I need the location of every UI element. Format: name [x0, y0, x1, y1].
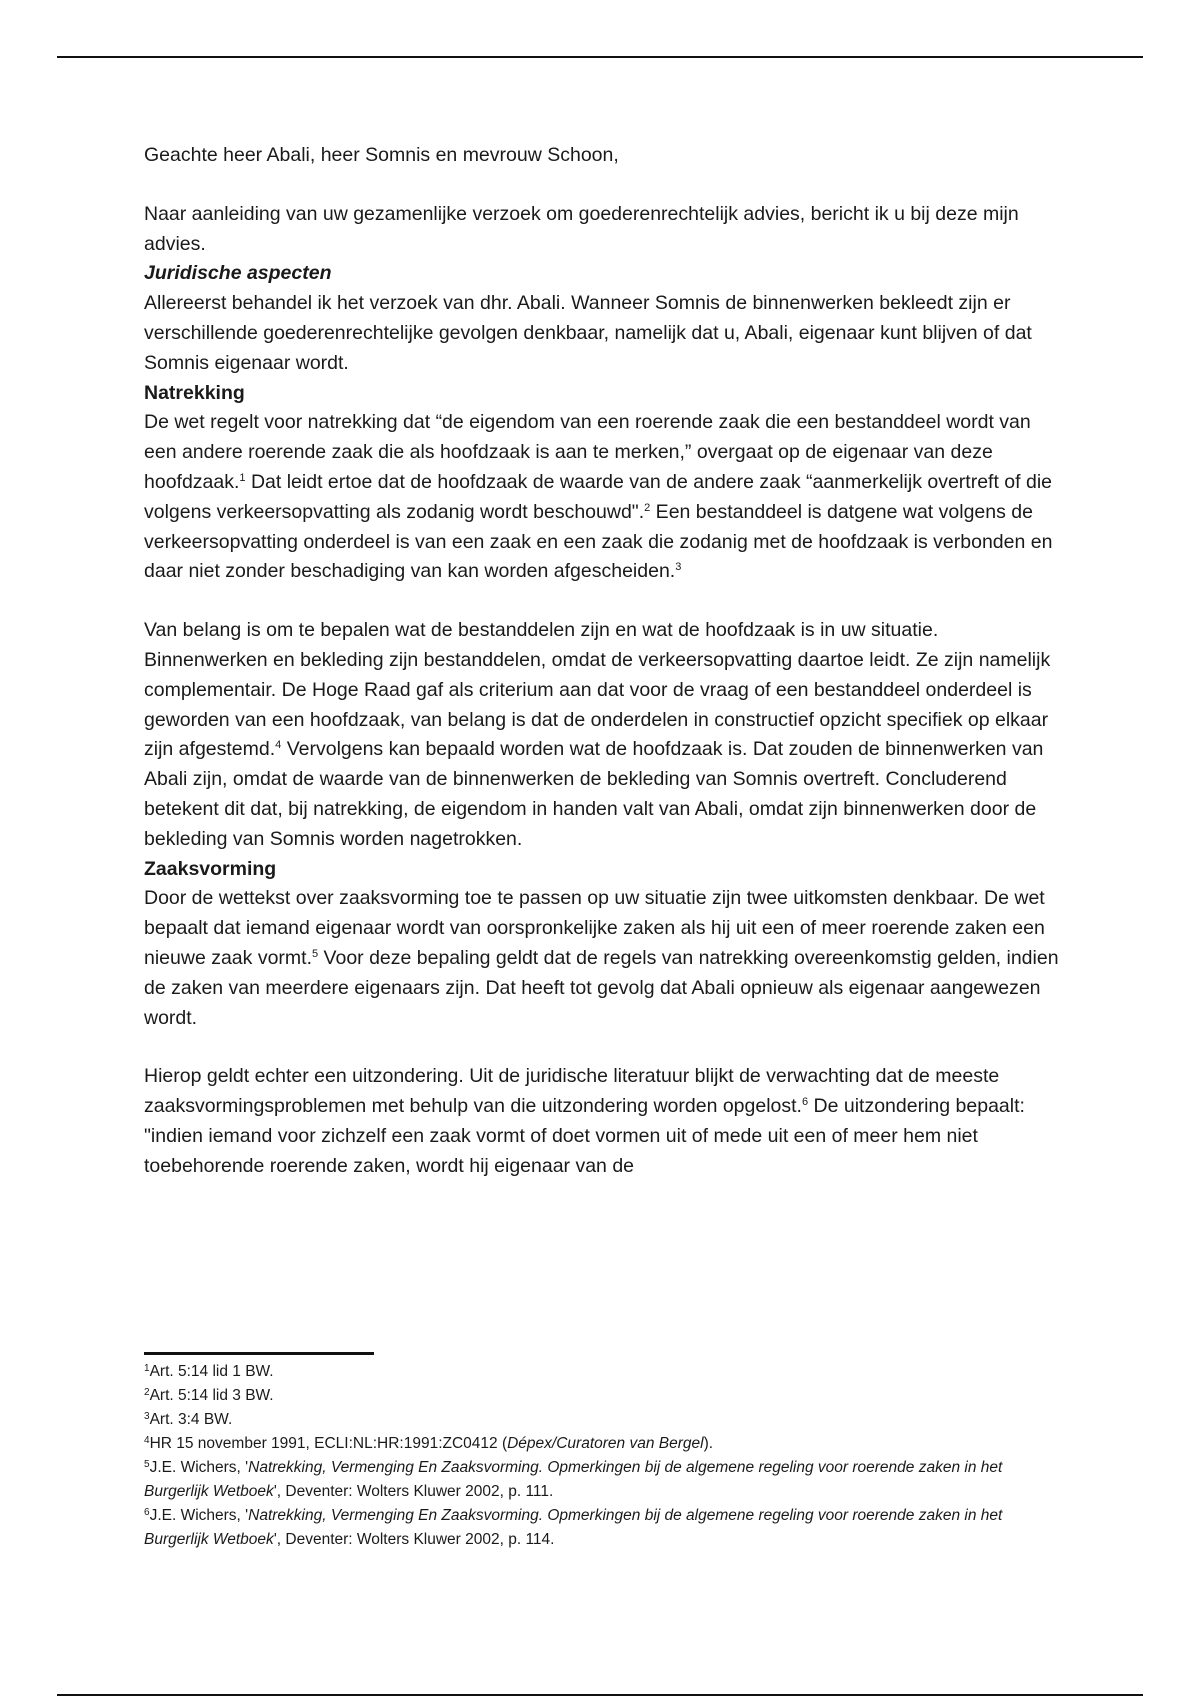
footnote-ref[interactable]: 4 — [275, 739, 282, 752]
case-name: Dépex/Curatoren van Bergel — [507, 1435, 704, 1452]
paragraph-zaaksvorming-2 — [144, 1062, 1064, 1181]
footnote-3 — [144, 1408, 1064, 1432]
paragraph-natrekking-1 — [144, 408, 1064, 587]
text-span: Vervolgens kan bepaald worden wat de hoofdzaak is. Dat zouden de binnenwerken van Abali zijn, omdat de waarde van de binnenwerken de bekleding van Somnis overtreft. Concluderend betekent dit dat, bij natrekking, de eigendom in handen valt van Abali, omdat zijn binnenwerken door de bekleding van Somnis worden nagetrokken. — [144, 738, 1044, 850]
footnote-ref[interactable]: 1 — [239, 471, 246, 484]
footnote-text: J.E. Wichers, ' — [149, 1459, 249, 1476]
footnote-text: ', Deventer: Wolters Kluwer 2002, p. 114. — [273, 1531, 555, 1548]
text-span: De uitzondering bepaalt: "indien iemand voor zichzelf een zaak vormt of doet vormen uit of mede uit een of meer hem niet toebehorende roerende zaken, wordt hij eigenaar van de — [144, 1095, 1025, 1177]
footnote-1 — [144, 1360, 1064, 1384]
text-span: Van belang is om te bepalen wat de bestanddelen zijn en wat de hoofdzaak is in uw situatie. Binnenwerken en bekleding zijn bestanddelen, omdat de verkeersopvatting daartoe leidt. Ze zijn namelijk complementair. De Hoge Raad gaf als criterium aan dat voor de vraag of een bestanddeel onderdeel is geworden van een hoofdzaak, van belang is dat de onderdelen in constructief opzicht specifiek op elkaar zijn afgestemd. — [144, 619, 1051, 761]
footnote-text: ', Deventer: Wolters Kluwer 2002, p. 111. — [273, 1483, 554, 1500]
heading-juridische-aspecten: Juridische aspecten — [144, 262, 332, 285]
footnote-number: 6 — [144, 1507, 150, 1518]
footnote-4 — [144, 1432, 1064, 1456]
footnote-text: HR 15 november 1991, ECLI:NL:HR:1991:ZC0412 ( — [149, 1435, 508, 1452]
header-rule — [57, 56, 1143, 58]
footnote-ref[interactable]: 2 — [644, 501, 651, 514]
footnote-ref[interactable]: 5 — [312, 947, 319, 960]
footer-rule — [57, 1694, 1143, 1696]
text-span: Voor deze bepaling geldt dat de regels van natrekking overeenkomstig gelden, indien de zaken van meerdere eigenaars zijn. Dat heeft tot gevolg dat Abali opnieuw als eigenaar aangewezen wordt. — [144, 946, 1059, 1029]
letter-body — [144, 141, 1064, 1182]
text-span: Dat leidt ertoe dat de hoofdzaak de waarde van de andere zaak “aanmerkelijk overtreft of die volgens verkeersopvatting als zodanig wordt beschouwd". — [144, 470, 1053, 523]
footnote-separator — [144, 1352, 374, 1355]
footnote-6 — [144, 1504, 1064, 1552]
text-span: Door de wettekst over zaaksvorming toe te passen op uw situatie zijn twee uitkomsten denkbaar. De wet bepaalt dat iemand eigenaar wordt van oorspronkelijke zaken als hij uit een of meer roerende zaken een nieuwe zaak vormt. — [144, 887, 1045, 969]
intro-paragraph: Naar aanleiding van uw gezamenlijke verzoek om goederenrechtelijk advies, bericht ik u bij deze mijn advies. — [144, 202, 1019, 255]
footnote-number: 3 — [144, 1411, 150, 1422]
text-span: De wet regelt voor natrekking dat “de eigendom van een roerende zaak die een bestanddeel wordt van een andere roerende zaak die als hoofdzaak is aan te merken,” overgaat op de eigenaar van deze hoofdzaak. — [144, 411, 1031, 493]
heading-natrekking: Natrekking — [144, 381, 245, 404]
footnote-ref[interactable]: 6 — [801, 1096, 809, 1109]
footnote-text: J.E. Wichers, ' — [149, 1507, 249, 1524]
footnotes — [144, 1360, 1064, 1552]
footnote-number: 1 — [144, 1363, 150, 1374]
paragraph-zaaksvorming-1 — [144, 884, 1064, 1033]
footnote-number: 2 — [144, 1387, 150, 1398]
salutation: Geachte heer Abali, heer Somnis en mevrouw Schoon, — [144, 144, 619, 166]
footnote-number: 5 — [144, 1459, 150, 1470]
book-title: Natrekking, Vermenging En Zaaksvorming. Opmerkingen bij de algemene regeling voor roerende zaken in het Burgerlijk Wetboek — [144, 1459, 1003, 1500]
footnote-text: Art. 5:14 lid 3 BW. — [149, 1387, 274, 1404]
footnote-text: Art. 3:4 BW. — [149, 1411, 233, 1428]
footnote-text: Art. 5:14 lid 1 BW. — [149, 1363, 274, 1380]
paragraph-natrekking-2 — [144, 616, 1064, 854]
footnote-number: 4 — [144, 1435, 150, 1446]
text-span: Een bestanddeel is datgene wat volgens de verkeersopvatting onderdeel is van een zaak en een zaak die zodanig met de hoofdzaak is verbonden en daar niet zonder beschadiging van kan worden afgescheiden. — [144, 500, 1053, 583]
footnote-text: ). — [703, 1435, 714, 1452]
paragraph-juridisch: Allereerst behandel ik het verzoek van dhr. Abali. Wanneer Somnis de binnenwerken bekleedt zijn er verschillende goederenrechtelijke gevolgen denkbaar, namelijk dat u, Abali, eigenaar kunt blijven of dat Somnis eigenaar wordt. — [144, 292, 1032, 374]
text-span: Hierop geldt echter een uitzondering. Uit de juridische literatuur blijkt de verwachting dat de meeste zaaksvormingsproblemen met behulp van die uitzondering worden opgelost. — [144, 1065, 1000, 1118]
footnote-2 — [144, 1384, 1064, 1408]
heading-zaaksvorming: Zaaksvorming — [144, 857, 277, 880]
footnote-5 — [144, 1456, 1064, 1504]
book-title: Natrekking, Vermenging En Zaaksvorming. Opmerkingen bij de algemene regeling voor roerende zaken in het Burgerlijk Wetboek — [144, 1507, 1003, 1548]
footnote-ref[interactable]: 3 — [675, 561, 682, 574]
